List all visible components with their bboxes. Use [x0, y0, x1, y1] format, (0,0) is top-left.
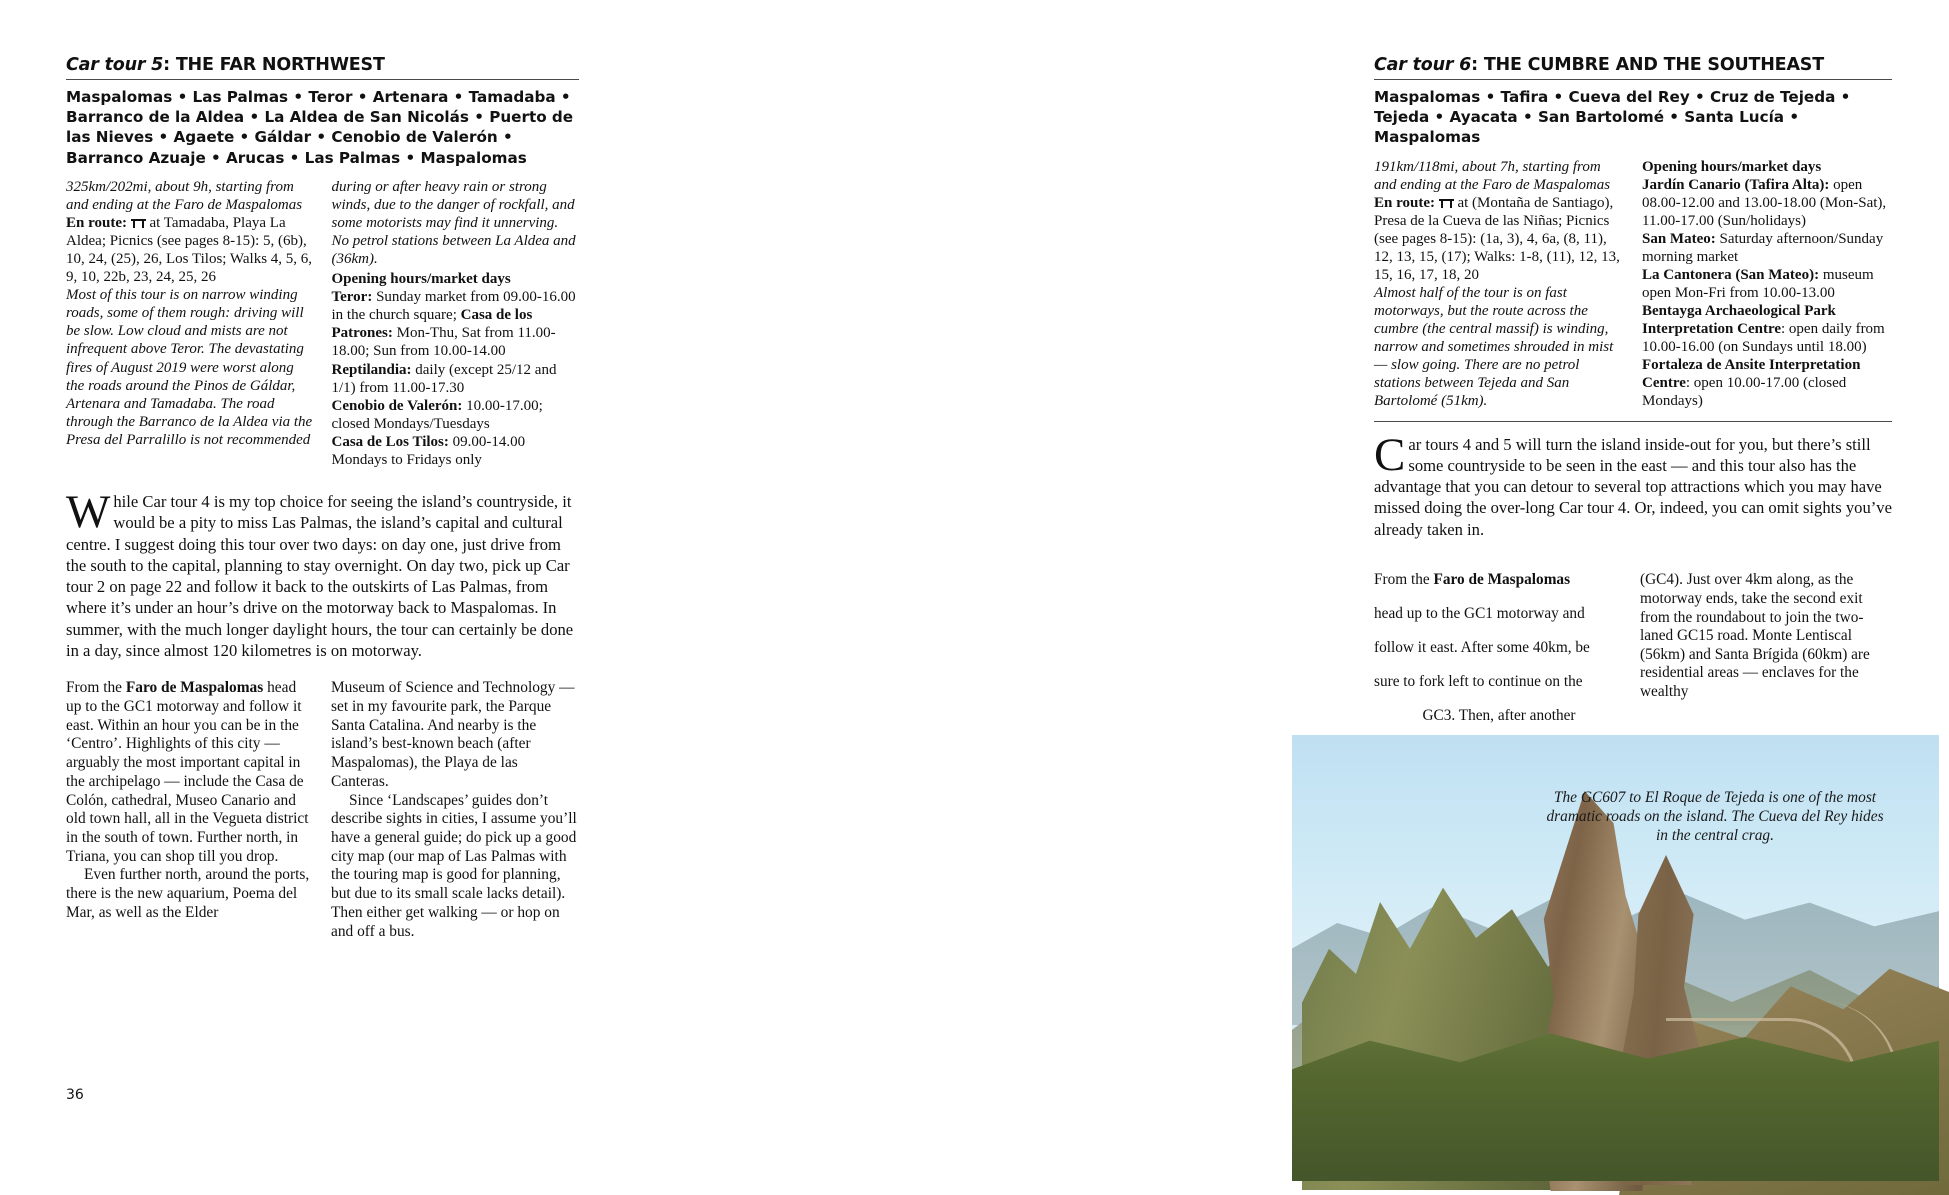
right-body-para-2: (GC4). Just over 4km along, as the motorway ends, take the second exit from the roundabout to join the two-laned GC15 road. Monte Lentiscal (56km) and Santa Brígida (60km) are residential areas — enclaves for the wealthy: [1640, 571, 1870, 700]
right-info-block: [1374, 158, 1892, 411]
left-enroute-label: En route:: [66, 215, 127, 231]
right-tour-heading: [1374, 55, 1892, 79]
left-body-lead: From the: [66, 679, 126, 697]
left-hours-entry-text: Sunday market from 09.00-16.00 in the church square;: [331, 289, 576, 324]
right-hours-entry-label: Fortaleza de Ansite Interpretation Centre: [1642, 357, 1861, 392]
left-hours-entry: [332, 397, 580, 433]
right-body-lead: From the: [1374, 571, 1434, 589]
left-body-col-1: [66, 679, 314, 941]
left-dropcap: W: [66, 485, 111, 538]
right-tour-note-1: Almost half of the tour is on fast motorways, but the route across the cumbre: [1374, 285, 1588, 338]
right-hours-entry: [1642, 176, 1892, 230]
right-info-col-1: [1374, 158, 1624, 411]
right-hours-entry: [1642, 302, 1892, 356]
right-intro-text: ar tours 4 and 5 will turn the island inside-out for you, but there’s still some countryside to be seen in the east — and this tour also has the advantage that you can detour to several top attractions which you may have missed doing the over-long Car tour 4. Or, indeed, you can omit sights you’ve already taken in.: [1374, 434, 1892, 539]
right-page-content: [1374, 55, 1892, 809]
left-hours-entry-label: Reptilandia:: [331, 361, 412, 378]
right-hours-entry-label: Bentayga Archaeological Park Interpretation Centre: [1642, 303, 1836, 338]
left-tour-label: Car tour 5: [66, 55, 164, 75]
left-hours-entry-label: Casa de Los Tilos:: [331, 433, 449, 450]
left-tour-title: : THE FAR NORTHWEST: [163, 55, 385, 75]
right-body-line: GC3. Then, after another: [1422, 706, 1576, 724]
right-dropcap: C: [1374, 428, 1406, 481]
left-hours-entry-text: 09.00-14.00 Mondays to Fridays only: [331, 433, 526, 468]
right-hours-entry-text: museum open Mon-Fri from 10.00-13.00: [1642, 267, 1874, 302]
left-tour-note-cont: during or after heavy rain or strong winds, due to the danger of rockfall, and some motorists may find it unnerving. No petrol stations between La Aldea and (36km).: [331, 178, 576, 268]
left-enroute-text: at Tamadaba, Playa La Aldea; Picnics (see pages 8-15): 5, (6b), 10, 24, (25), 26, Los Tilos; Walks 4, 5, 6, 9, 10, 22b, 23, 24, 25, 26: [66, 215, 313, 286]
photo-caption: The GC607 to El Roque de Tejeda is one of the most dramatic roads on the island. The Cueva del Rey hides in the central crag.: [1546, 789, 1884, 845]
right-hours-entry-text: : open 10.00-17.00 (closed Mondays): [1642, 375, 1847, 410]
right-hours-entry: [1642, 266, 1892, 302]
left-enroute: [66, 214, 314, 286]
left-hours-entry-label: Casa de los Patrones:: [331, 307, 533, 342]
right-body-bold-place: Faro de Maspalomas: [1433, 571, 1571, 589]
left-intro-text: hile Car tour 4 is my top choice for seeing the island’s countryside, it would be a pity to miss Las Palmas, the island’s capital and cultural centre. I suggest doing this tour over two days: on day one, just drive from the south to the capital, planning to stay overnight. On day two, pick up Car tour 2 on page 22 and follow it back to the outskirts of Las Palmas, from where it’s under an hour’s drive on the motorway back to Maspalomas. In summer, with the much longer daylight hours, the tour can certainly be done in a day, since almost 120 kilometres is on motorway.: [66, 491, 574, 661]
right-hours-entry-label: San Mateo:: [1642, 230, 1716, 247]
right-enroute-text: at (Montaña de Santiago), Presa de la Cueva de las Niñas; Picnics (see pages 8-15): (1a, 3), 4, 6a, (8, 11), 12, 13, 15, (17); Walks: 1-8, (11), 12, 13, 15, 16, 17, 18, 20: [1374, 194, 1620, 284]
page-number: 36: [66, 1087, 84, 1103]
right-tour-stats: 191km/118mi, about 7h, starting from and ending at the Faro de Maspalomas: [1374, 158, 1611, 193]
right-hours-entry-text: open 08.00-12.00 and 13.00-18.00 (Mon-Sat), 11.00-17.00 (Sun/holidays): [1642, 176, 1887, 229]
left-route-line: Maspalomas • Las Palmas • Teror • Artenara • Tamadaba • Barranco de la Aldea • La Aldea de San Nicolás • Puerto de las Nieves • Agaete • Gáldar • Cenobio de Valerón • Barranco Azuaje • Arucas • Las Palmas • Maspalomas: [66, 88, 574, 167]
left-page: [0, 0, 646, 1181]
left-heading-rule: [66, 79, 579, 80]
left-hours-entry: [332, 361, 580, 397]
right-hours-heading: Opening hours/market days: [1642, 158, 1822, 175]
left-body-columns: [66, 679, 579, 941]
left-body-bold-place: Faro de Maspalomas: [125, 679, 264, 697]
left-page-content: [66, 55, 579, 941]
left-tour-heading: [66, 55, 579, 79]
left-body-para-3: Museum of Science and Technology — set in my favourite park, the Parque Santa Catalina. And nearby is the island’s best-known beach (after Maspalomas), the Playa de las Canteras.: [331, 679, 575, 790]
right-body-para-1: [1374, 571, 1624, 590]
right-tour-title: : THE CUMBRE AND THE SOUTHEAST: [1471, 55, 1824, 75]
right-tour-note-2: (the central massif) is winding, narrow and sometimes shrouded in mist — slow going. There are no petrol stations between Tejeda and San Bartolomé (51km).: [1374, 321, 1614, 410]
left-body-para-2: Even further north, around the ports, there is the new aquarium, Poema del Mar, as well as the Elder: [66, 866, 310, 921]
right-hours-entry-label: Jardín Canario (Tafira Alta):: [1642, 176, 1830, 193]
right-body-line: head up to the GC1 motorway and: [1374, 605, 1585, 623]
right-hours-entry-label: La Cantonera (San Mateo):: [1642, 267, 1820, 284]
left-info-col-1: [66, 178, 314, 469]
left-hours-entry: [332, 288, 580, 360]
left-hours-entry: [332, 433, 580, 469]
right-enroute: [1374, 194, 1624, 284]
left-tour-note: Most of this tour is on narrow winding roads, some of them rough: driving will be slow. Low cloud and mists are not infrequent above Teror. The devastating fires of August 2019 were worst along the roads around the Pinos de Gáldar, Artenara and Tamadaba. The road through the Barranco de la Aldea via the Presa del Parralillo is not recommended: [66, 287, 313, 448]
right-enroute-label: En route:: [1374, 194, 1435, 211]
right-hours-entry: [1642, 230, 1892, 266]
right-body-line: sure to fork left to continue on the: [1374, 673, 1583, 691]
left-hours-entry-text: Mon-Thu, Sat from 11.00-18.00; Sun from 10.00-14.00: [331, 325, 556, 360]
picnic-icon: [1439, 197, 1454, 208]
right-info-col-2: [1642, 158, 1892, 411]
right-page: [646, 0, 1892, 1181]
right-section-rule: [1374, 421, 1892, 422]
right-hours-entry: [1642, 356, 1892, 410]
left-hours-entry-text: daily (except 25/12 and 1/1) from 11.00-17.30: [331, 361, 557, 396]
right-intro-paragraph: [1374, 428, 1892, 541]
left-hours-entry-label: Cenobio de Valerón:: [331, 397, 463, 414]
left-tour-stats: 325km/202mi, about 9h, starting from and ending at the Faro de Maspalomas: [66, 178, 303, 213]
right-hours-entry-text: : open daily from 10.00-16.00 (on Sundays until 18.00): [1642, 321, 1885, 356]
left-info-block: [66, 178, 579, 469]
left-info-col-2: [332, 178, 580, 469]
picnic-icon: [131, 217, 146, 228]
right-route-line: Maspalomas • Tafira • Cueva del Rey • Cruz de Tejeda • Tejeda • Ayacata • San Bartolomé • Santa Lucía • Maspalomas: [1374, 88, 1851, 147]
left-body-para-1: [66, 679, 314, 866]
left-body-col-2: [331, 679, 579, 941]
left-body-para-4: Since ‘Landscapes’ guides don’t describe sights in cities, I assume you’ll have a general guide; do pick up a good city map (our map of Las Palmas with the touring map is good for planning, but due to its small scale lacks detail). Then either get walking — or hop on and off a bus.: [331, 791, 577, 940]
right-heading-rule: [1374, 79, 1892, 80]
left-hours-heading: Opening hours/market days: [331, 271, 511, 288]
right-tour-label: Car tour 6: [1374, 55, 1472, 75]
left-intro-paragraph: [66, 485, 579, 662]
left-hours-entry-text: 10.00-17.00; closed Mondays/Tuesdays: [331, 397, 543, 432]
left-hours-entry-label: Teror:: [331, 289, 373, 306]
left-body-para-1-text: head up to the GC1 motorway and follow it east. Within an hour you can be in the ‘Centro’. Highlights of this city — arguably the most important capital in the archipelago — include the Casa de Colón, cathedral, Museo Canario and old town hall, all in the Vegueta district in the south of town. Further north, in Triana, you can shop till you drop.: [66, 679, 309, 865]
right-tour-note: [1374, 284, 1624, 410]
right-hours-entry-text: Saturday afternoon/Sunday morning market: [1642, 230, 1884, 265]
right-body-line: follow it east. After some 40km, be: [1374, 639, 1590, 657]
